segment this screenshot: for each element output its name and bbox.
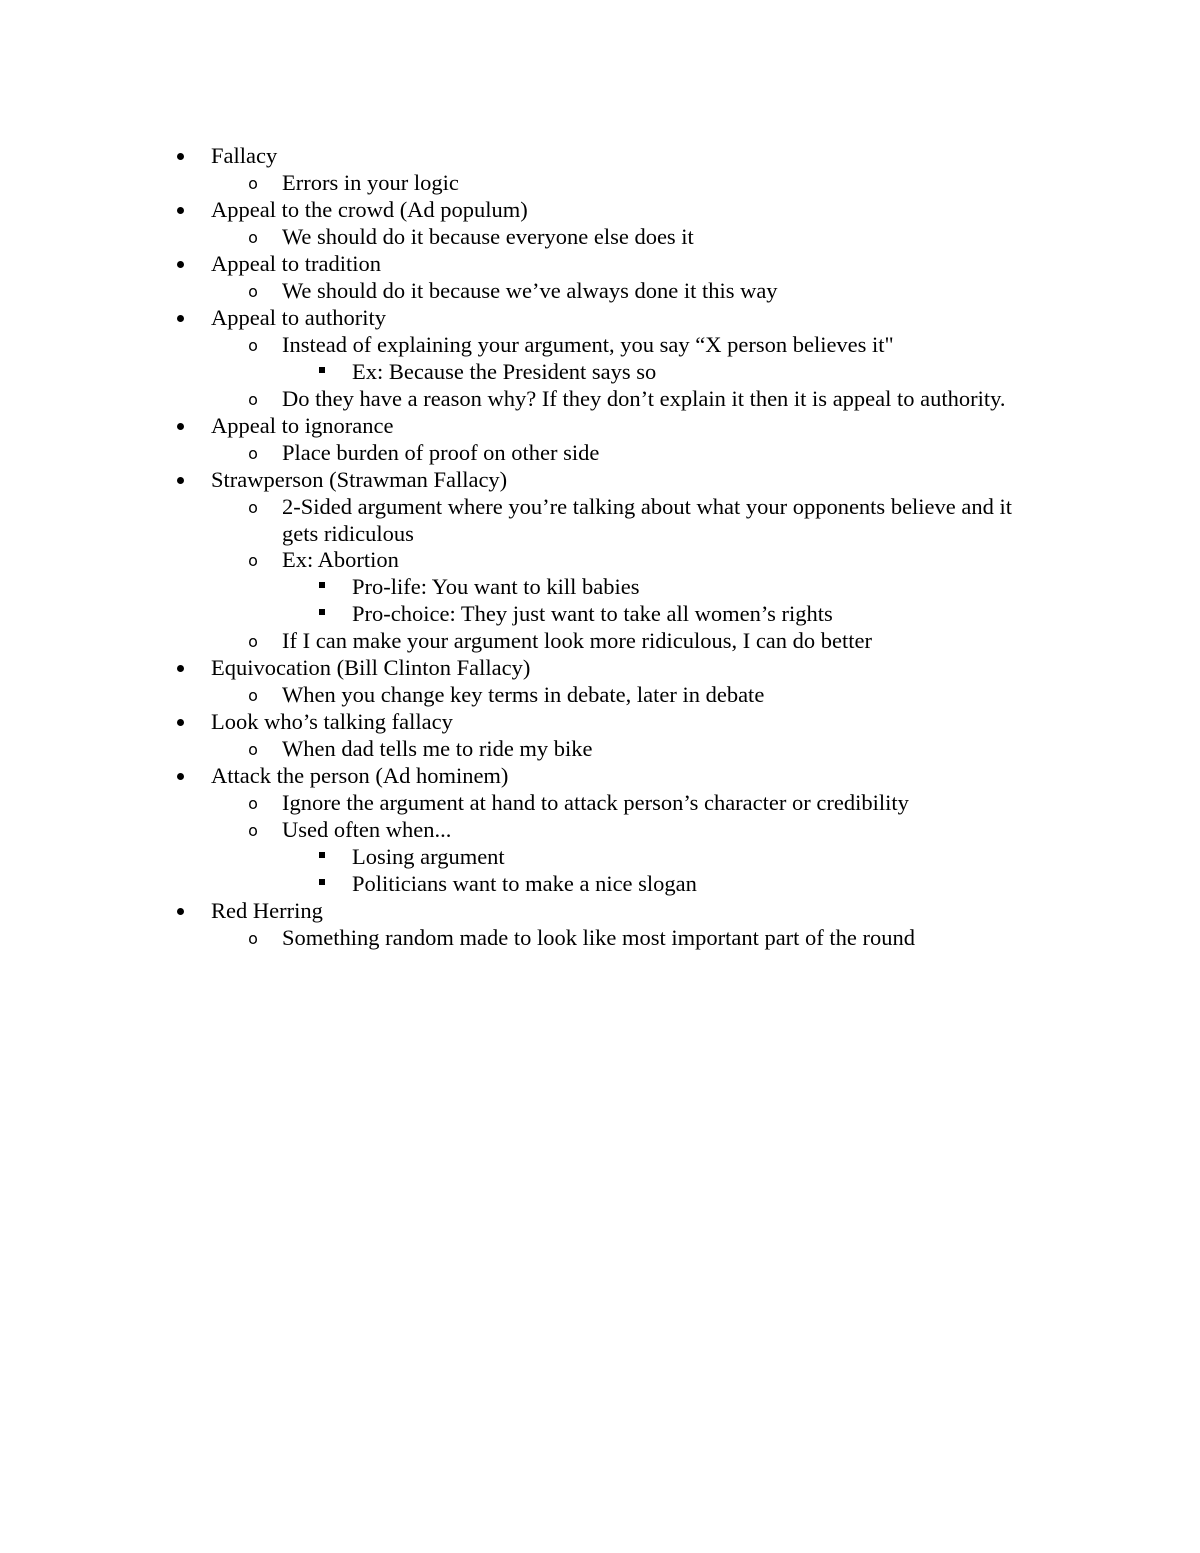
list-item-text: Something random made to look like most important part of the round — [282, 925, 916, 950]
list-item-text: If I can make your argument look more ridiculous, I can do better — [282, 628, 873, 653]
list-item — [0, 142, 1200, 169]
list-item-text: Look who’s talking fallacy — [211, 709, 453, 734]
bullet-dot-icon — [170, 250, 190, 277]
list-item — [0, 924, 1200, 951]
list-item — [0, 546, 1200, 573]
bullet-dot-icon — [170, 897, 190, 924]
list-item — [0, 573, 1200, 600]
list-item-text: Equivocation (Bill Clinton Fallacy) — [211, 655, 531, 680]
square-bullet-icon — [312, 600, 332, 627]
bullet-dot-icon — [170, 708, 190, 735]
list-item-text: We should do it because everyone else does it — [282, 224, 694, 249]
circle-o-icon: o — [248, 632, 258, 651]
list-item — [0, 708, 1200, 735]
list-item-text: Ex: Because the President says so — [352, 359, 657, 384]
list-item-text: Red Herring — [211, 898, 323, 923]
list-item-text: Politicians want to make a nice slogan — [352, 871, 697, 896]
list-item-text: Attack the person (Ad hominem) — [211, 763, 509, 788]
list-item — [0, 304, 1200, 331]
circle-o-icon: o — [248, 336, 258, 355]
list-item — [0, 196, 1200, 223]
square-bullet-icon — [312, 870, 332, 897]
square-bullet-icon — [312, 843, 332, 870]
list-item — [0, 223, 1200, 250]
circle-o-icon: o — [248, 740, 258, 759]
list-item-text: Ignore the argument at hand to attack person’s character or credibility — [282, 790, 909, 815]
fallacy-notes-list — [0, 142, 1200, 951]
list-item-text: Pro-choice: They just want to take all women’s rights — [352, 601, 833, 626]
list-item-text: We should do it because we’ve always done it this way — [282, 278, 778, 303]
list-item — [0, 843, 1200, 870]
list-item-text: Used often when... — [282, 817, 452, 842]
list-item-text: Instead of explaining your argument, you say “X person believes it" — [282, 332, 894, 357]
bullet-dot-icon — [170, 412, 190, 439]
list-item — [0, 627, 1200, 654]
bullet-dot-icon — [170, 762, 190, 789]
circle-o-icon: o — [248, 498, 258, 517]
list-item-text: Pro-life: You want to kill babies — [352, 574, 640, 599]
list-item-text: Losing argument — [352, 844, 505, 869]
bullet-dot-icon — [170, 196, 190, 223]
circle-o-icon: o — [248, 444, 258, 463]
circle-o-icon: o — [248, 794, 258, 813]
square-bullet-icon — [312, 573, 332, 600]
circle-o-icon: o — [248, 282, 258, 301]
list-item-text: Appeal to the crowd (Ad populum) — [211, 197, 528, 222]
list-item-text: Appeal to authority — [211, 305, 386, 330]
list-item — [0, 600, 1200, 627]
list-item — [0, 654, 1200, 681]
list-item — [0, 816, 1200, 843]
circle-o-icon: o — [248, 686, 258, 705]
list-item — [0, 439, 1200, 466]
list-item-text: Appeal to ignorance — [211, 413, 394, 438]
list-item — [0, 412, 1200, 439]
bullet-dot-icon — [170, 142, 190, 169]
list-item — [0, 277, 1200, 304]
circle-o-icon: o — [248, 821, 258, 840]
circle-o-icon: o — [248, 929, 258, 948]
bullet-dot-icon — [170, 654, 190, 681]
list-item-text: Place burden of proof on other side — [282, 440, 600, 465]
list-item-text: Ex: Abortion — [282, 547, 399, 572]
list-item — [0, 681, 1200, 708]
circle-o-icon: o — [248, 228, 258, 247]
list-item — [0, 735, 1200, 762]
list-item-text: When dad tells me to ride my bike — [282, 736, 593, 761]
list-item-text: When you change key terms in debate, later in debate — [282, 682, 765, 707]
square-bullet-icon — [312, 358, 332, 385]
circle-o-icon: o — [248, 390, 258, 409]
list-item — [0, 169, 1200, 196]
circle-o-icon: o — [248, 174, 258, 193]
list-item — [0, 385, 1200, 412]
list-item — [0, 331, 1200, 358]
list-item-text: Appeal to tradition — [211, 251, 381, 276]
list-item-text: Errors in your logic — [282, 170, 459, 195]
list-item — [0, 762, 1200, 789]
list-item-text: Strawperson (Strawman Fallacy) — [211, 467, 508, 492]
list-item — [0, 789, 1200, 816]
list-item — [0, 493, 1200, 546]
circle-o-icon: o — [248, 551, 258, 570]
list-item-text: Do they have a reason why? If they don’t explain it then it is appeal to authority. — [282, 386, 1006, 411]
list-item — [0, 897, 1200, 924]
list-item-text: 2-Sided argument where you’re talking about what your opponents believe and it gets ridiculous — [282, 494, 1013, 546]
list-item — [0, 466, 1200, 493]
list-item — [0, 870, 1200, 897]
list-item — [0, 358, 1200, 385]
bullet-dot-icon — [170, 304, 190, 331]
list-item — [0, 250, 1200, 277]
list-item-text: Fallacy — [211, 143, 278, 168]
bullet-dot-icon — [170, 466, 190, 493]
